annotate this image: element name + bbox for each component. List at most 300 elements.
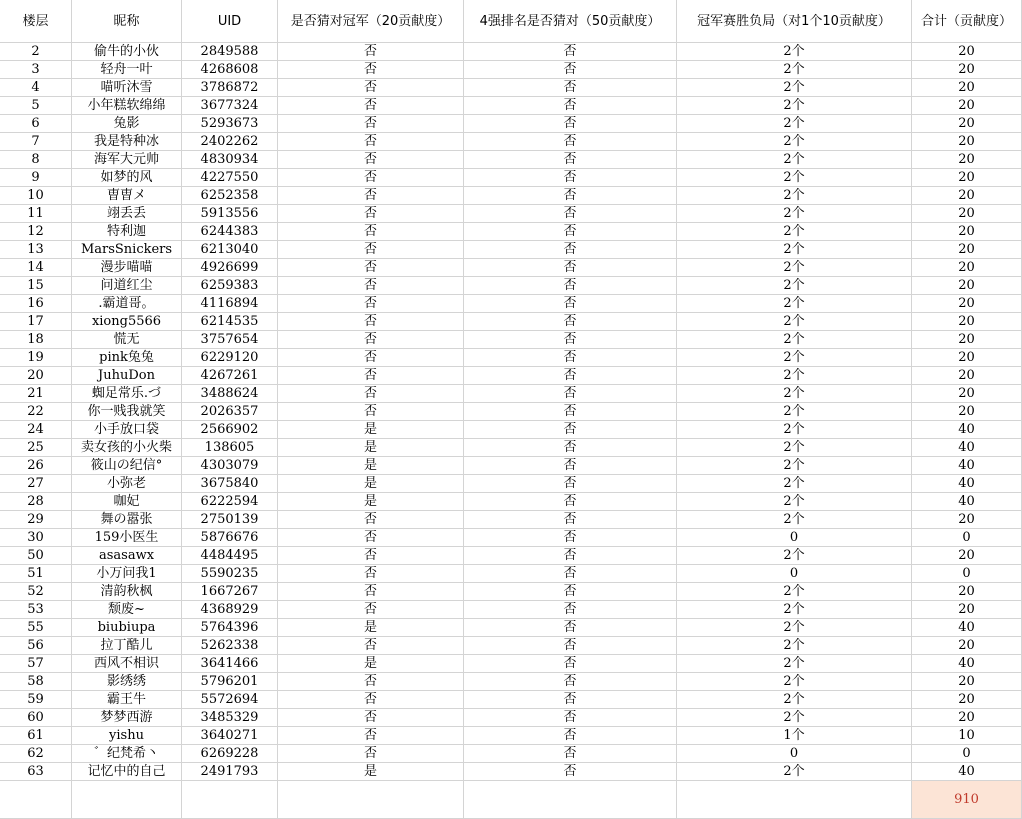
top4-guess-cell[interactable]: 否 [464,277,677,295]
floor-cell[interactable]: 11 [0,205,72,223]
empty-cell[interactable] [278,781,464,819]
total-contribution-cell[interactable]: 20 [912,601,1022,619]
uid-cell[interactable]: 6252358 [182,187,278,205]
nickname-cell[interactable]: 159小医生 [72,529,182,547]
uid-cell[interactable]: 2491793 [182,763,278,781]
nickname-cell[interactable]: 小万问我1 [72,565,182,583]
nickname-cell[interactable]: 你一贱我就笑 [72,403,182,421]
nickname-cell[interactable]: 小弥老 [72,475,182,493]
final-games-cell[interactable]: 2个 [677,367,912,385]
nickname-cell[interactable]: ゛纪梵希丶 [72,745,182,763]
champion-guess-cell[interactable]: 否 [278,169,464,187]
uid-cell[interactable]: 3757654 [182,331,278,349]
final-games-cell[interactable]: 2个 [677,79,912,97]
nickname-cell[interactable]: biubiupa [72,619,182,637]
top4-guess-cell[interactable]: 否 [464,457,677,475]
nickname-cell[interactable]: 海军大元帅 [72,151,182,169]
champion-guess-cell[interactable]: 否 [278,673,464,691]
header-total-contribution[interactable]: 合计（贡献度） [912,0,1022,43]
top4-guess-cell[interactable]: 否 [464,43,677,61]
nickname-cell[interactable]: 如梦的风 [72,169,182,187]
total-contribution-cell[interactable]: 20 [912,97,1022,115]
uid-cell[interactable]: 2849588 [182,43,278,61]
champion-guess-cell[interactable]: 否 [278,385,464,403]
total-contribution-cell[interactable]: 20 [912,367,1022,385]
uid-cell[interactable]: 3641466 [182,655,278,673]
top4-guess-cell[interactable]: 否 [464,295,677,313]
header-final-games[interactable]: 冠军赛胜负局（对1个10贡献度） [677,0,912,43]
total-contribution-cell[interactable]: 40 [912,475,1022,493]
final-games-cell[interactable]: 2个 [677,583,912,601]
champion-guess-cell[interactable]: 否 [278,97,464,115]
total-contribution-cell[interactable]: 20 [912,385,1022,403]
total-contribution-cell[interactable]: 20 [912,79,1022,97]
floor-cell[interactable]: 55 [0,619,72,637]
floor-cell[interactable]: 21 [0,385,72,403]
final-games-cell[interactable]: 2个 [677,241,912,259]
uid-cell[interactable]: 3786872 [182,79,278,97]
champion-guess-cell[interactable]: 否 [278,349,464,367]
champion-guess-cell[interactable]: 否 [278,313,464,331]
nickname-cell[interactable]: JuhuDon [72,367,182,385]
top4-guess-cell[interactable]: 否 [464,637,677,655]
floor-cell[interactable]: 9 [0,169,72,187]
uid-cell[interactable]: 4303079 [182,457,278,475]
total-contribution-cell[interactable]: 10 [912,727,1022,745]
champion-guess-cell[interactable]: 是 [278,619,464,637]
floor-cell[interactable]: 53 [0,601,72,619]
champion-guess-cell[interactable]: 否 [278,241,464,259]
final-games-cell[interactable]: 2个 [677,187,912,205]
champion-guess-cell[interactable]: 否 [278,205,464,223]
nickname-cell[interactable]: 记忆中的自己 [72,763,182,781]
uid-cell[interactable]: 4267261 [182,367,278,385]
total-contribution-cell[interactable]: 0 [912,529,1022,547]
floor-cell[interactable]: 63 [0,763,72,781]
uid-cell[interactable]: 5262338 [182,637,278,655]
champion-guess-cell[interactable]: 否 [278,691,464,709]
final-games-cell[interactable]: 2个 [677,349,912,367]
nickname-cell[interactable]: 舞の嚣张 [72,511,182,529]
final-games-cell[interactable]: 0 [677,565,912,583]
top4-guess-cell[interactable]: 否 [464,115,677,133]
floor-cell[interactable]: 15 [0,277,72,295]
top4-guess-cell[interactable]: 否 [464,493,677,511]
uid-cell[interactable]: 4227550 [182,169,278,187]
floor-cell[interactable]: 16 [0,295,72,313]
final-games-cell[interactable]: 2个 [677,511,912,529]
header-champion-guess[interactable]: 是否猜对冠军（20贡献度） [278,0,464,43]
empty-cell[interactable] [182,781,278,819]
nickname-cell[interactable]: xiong5566 [72,313,182,331]
top4-guess-cell[interactable]: 否 [464,403,677,421]
final-games-cell[interactable]: 2个 [677,295,912,313]
top4-guess-cell[interactable]: 否 [464,601,677,619]
total-contribution-cell[interactable]: 20 [912,277,1022,295]
top4-guess-cell[interactable]: 否 [464,331,677,349]
final-games-cell[interactable]: 1个 [677,727,912,745]
final-games-cell[interactable]: 2个 [677,655,912,673]
nickname-cell[interactable]: 偷牛的小伙 [72,43,182,61]
floor-cell[interactable]: 51 [0,565,72,583]
final-games-cell[interactable]: 2个 [677,43,912,61]
nickname-cell[interactable]: 慌无 [72,331,182,349]
uid-cell[interactable]: 3640271 [182,727,278,745]
top4-guess-cell[interactable]: 否 [464,385,677,403]
uid-cell[interactable]: 6222594 [182,493,278,511]
floor-cell[interactable]: 8 [0,151,72,169]
nickname-cell[interactable]: yishu [72,727,182,745]
final-games-cell[interactable]: 2个 [677,313,912,331]
champion-guess-cell[interactable]: 否 [278,709,464,727]
total-contribution-cell[interactable]: 40 [912,439,1022,457]
uid-cell[interactable]: 3675840 [182,475,278,493]
top4-guess-cell[interactable]: 否 [464,709,677,727]
champion-guess-cell[interactable]: 否 [278,547,464,565]
nickname-cell[interactable]: 拉丁酷儿 [72,637,182,655]
top4-guess-cell[interactable]: 否 [464,259,677,277]
uid-cell[interactable]: 5796201 [182,673,278,691]
top4-guess-cell[interactable]: 否 [464,421,677,439]
empty-cell[interactable] [464,781,677,819]
uid-cell[interactable]: 4484495 [182,547,278,565]
nickname-cell[interactable]: 卖女孩的小火柴 [72,439,182,457]
champion-guess-cell[interactable]: 否 [278,745,464,763]
final-games-cell[interactable]: 2个 [677,475,912,493]
floor-cell[interactable]: 12 [0,223,72,241]
top4-guess-cell[interactable]: 否 [464,673,677,691]
final-games-cell[interactable]: 0 [677,745,912,763]
champion-guess-cell[interactable]: 否 [278,79,464,97]
total-contribution-cell[interactable]: 20 [912,259,1022,277]
final-games-cell[interactable]: 2个 [677,709,912,727]
total-contribution-cell[interactable]: 40 [912,763,1022,781]
total-contribution-cell[interactable]: 0 [912,565,1022,583]
total-contribution-cell[interactable]: 40 [912,493,1022,511]
uid-cell[interactable]: 4268608 [182,61,278,79]
floor-cell[interactable]: 61 [0,727,72,745]
uid-cell[interactable]: 5876676 [182,529,278,547]
final-games-cell[interactable]: 2个 [677,385,912,403]
nickname-cell[interactable]: 西风不相识 [72,655,182,673]
top4-guess-cell[interactable]: 否 [464,367,677,385]
floor-cell[interactable]: 4 [0,79,72,97]
uid-cell[interactable]: 6213040 [182,241,278,259]
champion-guess-cell[interactable]: 否 [278,259,464,277]
top4-guess-cell[interactable]: 否 [464,583,677,601]
nickname-cell[interactable]: 蜘足常乐.づ [72,385,182,403]
nickname-cell[interactable]: 霸王牛 [72,691,182,709]
floor-cell[interactable]: 52 [0,583,72,601]
top4-guess-cell[interactable]: 否 [464,205,677,223]
top4-guess-cell[interactable]: 否 [464,745,677,763]
champion-guess-cell[interactable]: 否 [278,403,464,421]
champion-guess-cell[interactable]: 否 [278,115,464,133]
uid-cell[interactable]: 5293673 [182,115,278,133]
total-contribution-cell[interactable]: 20 [912,583,1022,601]
top4-guess-cell[interactable]: 否 [464,475,677,493]
top4-guess-cell[interactable]: 否 [464,169,677,187]
champion-guess-cell[interactable]: 否 [278,187,464,205]
total-contribution-cell[interactable]: 20 [912,115,1022,133]
nickname-cell[interactable]: 筱山の纪信° [72,457,182,475]
top4-guess-cell[interactable]: 否 [464,349,677,367]
header-top4-guess[interactable]: 4强排名是否猜对（50贡献度） [464,0,677,43]
final-games-cell[interactable]: 2个 [677,259,912,277]
uid-cell[interactable]: 3488624 [182,385,278,403]
top4-guess-cell[interactable]: 否 [464,619,677,637]
champion-guess-cell[interactable]: 否 [278,601,464,619]
total-contribution-cell[interactable]: 20 [912,133,1022,151]
total-contribution-cell[interactable]: 20 [912,691,1022,709]
total-contribution-cell[interactable]: 20 [912,205,1022,223]
nickname-cell[interactable]: pink兔兔 [72,349,182,367]
champion-guess-cell[interactable]: 否 [278,727,464,745]
total-contribution-cell[interactable]: 40 [912,655,1022,673]
total-contribution-cell[interactable]: 40 [912,619,1022,637]
uid-cell[interactable]: 2026357 [182,403,278,421]
total-contribution-cell[interactable]: 20 [912,673,1022,691]
uid-cell[interactable]: 4926699 [182,259,278,277]
champion-guess-cell[interactable]: 是 [278,439,464,457]
top4-guess-cell[interactable]: 否 [464,547,677,565]
floor-cell[interactable]: 50 [0,547,72,565]
top4-guess-cell[interactable]: 否 [464,151,677,169]
final-games-cell[interactable]: 2个 [677,457,912,475]
uid-cell[interactable]: 138605 [182,439,278,457]
total-contribution-cell[interactable]: 20 [912,331,1022,349]
uid-cell[interactable]: 2750139 [182,511,278,529]
floor-cell[interactable]: 20 [0,367,72,385]
nickname-cell[interactable]: .霸道哥。 [72,295,182,313]
uid-cell[interactable]: 4116894 [182,295,278,313]
nickname-cell[interactable]: 咖妃 [72,493,182,511]
champion-guess-cell[interactable]: 否 [278,151,464,169]
nickname-cell[interactable]: 曺曺メ [72,187,182,205]
floor-cell[interactable]: 26 [0,457,72,475]
uid-cell[interactable]: 4368929 [182,601,278,619]
champion-guess-cell[interactable]: 否 [278,565,464,583]
top4-guess-cell[interactable]: 否 [464,133,677,151]
total-contribution-cell[interactable]: 20 [912,349,1022,367]
total-contribution-cell[interactable]: 20 [912,313,1022,331]
total-contribution-cell[interactable]: 20 [912,241,1022,259]
top4-guess-cell[interactable]: 否 [464,655,677,673]
top4-guess-cell[interactable]: 否 [464,97,677,115]
nickname-cell[interactable]: 我是特种冰 [72,133,182,151]
final-games-cell[interactable]: 2个 [677,151,912,169]
floor-cell[interactable]: 29 [0,511,72,529]
champion-guess-cell[interactable]: 否 [278,133,464,151]
nickname-cell[interactable]: 小年糕软绵绵 [72,97,182,115]
nickname-cell[interactable]: 小手放口袋 [72,421,182,439]
champion-guess-cell[interactable]: 否 [278,583,464,601]
champion-guess-cell[interactable]: 否 [278,277,464,295]
nickname-cell[interactable]: 喵听沐雪 [72,79,182,97]
uid-cell[interactable]: 1667267 [182,583,278,601]
top4-guess-cell[interactable]: 否 [464,61,677,79]
nickname-cell[interactable]: 翊丢丢 [72,205,182,223]
champion-guess-cell[interactable]: 是 [278,493,464,511]
nickname-cell[interactable]: MarsSnickers [72,241,182,259]
top4-guess-cell[interactable]: 否 [464,223,677,241]
nickname-cell[interactable]: 轻舟一叶 [72,61,182,79]
champion-guess-cell[interactable]: 否 [278,43,464,61]
total-contribution-cell[interactable]: 20 [912,151,1022,169]
champion-guess-cell[interactable]: 是 [278,763,464,781]
top4-guess-cell[interactable]: 否 [464,313,677,331]
empty-cell[interactable] [72,781,182,819]
total-contribution-cell[interactable]: 20 [912,637,1022,655]
uid-cell[interactable]: 6259383 [182,277,278,295]
uid-cell[interactable]: 4830934 [182,151,278,169]
champion-guess-cell[interactable]: 否 [278,223,464,241]
empty-cell[interactable] [0,781,72,819]
floor-cell[interactable]: 18 [0,331,72,349]
floor-cell[interactable]: 3 [0,61,72,79]
top4-guess-cell[interactable]: 否 [464,565,677,583]
final-games-cell[interactable]: 2个 [677,637,912,655]
nickname-cell[interactable]: 梦梦西游 [72,709,182,727]
final-games-cell[interactable]: 2个 [677,619,912,637]
nickname-cell[interactable]: 问道红尘 [72,277,182,295]
floor-cell[interactable]: 7 [0,133,72,151]
floor-cell[interactable]: 25 [0,439,72,457]
floor-cell[interactable]: 28 [0,493,72,511]
final-games-cell[interactable]: 2个 [677,277,912,295]
header-floor[interactable]: 楼层 [0,0,72,43]
nickname-cell[interactable]: 颓废~ [72,601,182,619]
final-games-cell[interactable]: 2个 [677,493,912,511]
champion-guess-cell[interactable]: 否 [278,511,464,529]
final-games-cell[interactable]: 2个 [677,601,912,619]
total-contribution-cell[interactable]: 20 [912,511,1022,529]
floor-cell[interactable]: 56 [0,637,72,655]
floor-cell[interactable]: 59 [0,691,72,709]
top4-guess-cell[interactable]: 否 [464,439,677,457]
final-games-cell[interactable]: 0 [677,529,912,547]
nickname-cell[interactable]: asasawx [72,547,182,565]
floor-cell[interactable]: 17 [0,313,72,331]
total-contribution-cell[interactable]: 20 [912,709,1022,727]
uid-cell[interactable]: 6214535 [182,313,278,331]
total-contribution-cell[interactable]: 40 [912,457,1022,475]
floor-cell[interactable]: 24 [0,421,72,439]
champion-guess-cell[interactable]: 是 [278,475,464,493]
nickname-cell[interactable]: 漫步喵喵 [72,259,182,277]
total-contribution-cell[interactable]: 20 [912,547,1022,565]
uid-cell[interactable]: 6269228 [182,745,278,763]
floor-cell[interactable]: 2 [0,43,72,61]
final-games-cell[interactable]: 2个 [677,763,912,781]
final-games-cell[interactable]: 2个 [677,169,912,187]
top4-guess-cell[interactable]: 否 [464,79,677,97]
floor-cell[interactable]: 19 [0,349,72,367]
final-games-cell[interactable]: 2个 [677,331,912,349]
floor-cell[interactable]: 6 [0,115,72,133]
top4-guess-cell[interactable]: 否 [464,691,677,709]
champion-guess-cell[interactable]: 否 [278,529,464,547]
champion-guess-cell[interactable]: 否 [278,295,464,313]
grand-total-cell[interactable]: 910 [912,781,1022,819]
floor-cell[interactable]: 62 [0,745,72,763]
final-games-cell[interactable]: 2个 [677,205,912,223]
floor-cell[interactable]: 14 [0,259,72,277]
nickname-cell[interactable]: 特利迦 [72,223,182,241]
total-contribution-cell[interactable]: 40 [912,421,1022,439]
final-games-cell[interactable]: 2个 [677,439,912,457]
champion-guess-cell[interactable]: 否 [278,367,464,385]
header-uid[interactable]: UID [182,0,278,43]
nickname-cell[interactable]: 兔影 [72,115,182,133]
top4-guess-cell[interactable]: 否 [464,511,677,529]
header-nickname[interactable]: 昵称 [72,0,182,43]
uid-cell[interactable]: 2402262 [182,133,278,151]
uid-cell[interactable]: 6229120 [182,349,278,367]
uid-cell[interactable]: 2566902 [182,421,278,439]
empty-cell[interactable] [677,781,912,819]
champion-guess-cell[interactable]: 否 [278,61,464,79]
total-contribution-cell[interactable]: 20 [912,223,1022,241]
floor-cell[interactable]: 27 [0,475,72,493]
final-games-cell[interactable]: 2个 [677,61,912,79]
floor-cell[interactable]: 60 [0,709,72,727]
uid-cell[interactable]: 5590235 [182,565,278,583]
final-games-cell[interactable]: 2个 [677,403,912,421]
top4-guess-cell[interactable]: 否 [464,241,677,259]
floor-cell[interactable]: 10 [0,187,72,205]
final-games-cell[interactable]: 2个 [677,223,912,241]
champion-guess-cell[interactable]: 否 [278,637,464,655]
total-contribution-cell[interactable]: 0 [912,745,1022,763]
total-contribution-cell[interactable]: 20 [912,61,1022,79]
top4-guess-cell[interactable]: 否 [464,187,677,205]
floor-cell[interactable]: 30 [0,529,72,547]
nickname-cell[interactable]: 影绣绣 [72,673,182,691]
uid-cell[interactable]: 5913556 [182,205,278,223]
uid-cell[interactable]: 3485329 [182,709,278,727]
final-games-cell[interactable]: 2个 [677,421,912,439]
floor-cell[interactable]: 57 [0,655,72,673]
uid-cell[interactable]: 5764396 [182,619,278,637]
floor-cell[interactable]: 5 [0,97,72,115]
floor-cell[interactable]: 22 [0,403,72,421]
top4-guess-cell[interactable]: 否 [464,529,677,547]
final-games-cell[interactable]: 2个 [677,673,912,691]
final-games-cell[interactable]: 2个 [677,691,912,709]
champion-guess-cell[interactable]: 是 [278,457,464,475]
total-contribution-cell[interactable]: 20 [912,403,1022,421]
floor-cell[interactable]: 58 [0,673,72,691]
top4-guess-cell[interactable]: 否 [464,727,677,745]
final-games-cell[interactable]: 2个 [677,115,912,133]
champion-guess-cell[interactable]: 是 [278,421,464,439]
final-games-cell[interactable]: 2个 [677,133,912,151]
total-contribution-cell[interactable]: 20 [912,295,1022,313]
uid-cell[interactable]: 3677324 [182,97,278,115]
champion-guess-cell[interactable]: 否 [278,331,464,349]
uid-cell[interactable]: 5572694 [182,691,278,709]
top4-guess-cell[interactable]: 否 [464,763,677,781]
final-games-cell[interactable]: 2个 [677,97,912,115]
champion-guess-cell[interactable]: 是 [278,655,464,673]
total-contribution-cell[interactable]: 20 [912,43,1022,61]
uid-cell[interactable]: 6244383 [182,223,278,241]
nickname-cell[interactable]: 清韵秋枫 [72,583,182,601]
floor-cell[interactable]: 13 [0,241,72,259]
total-contribution-cell[interactable]: 20 [912,169,1022,187]
total-contribution-cell[interactable]: 20 [912,187,1022,205]
